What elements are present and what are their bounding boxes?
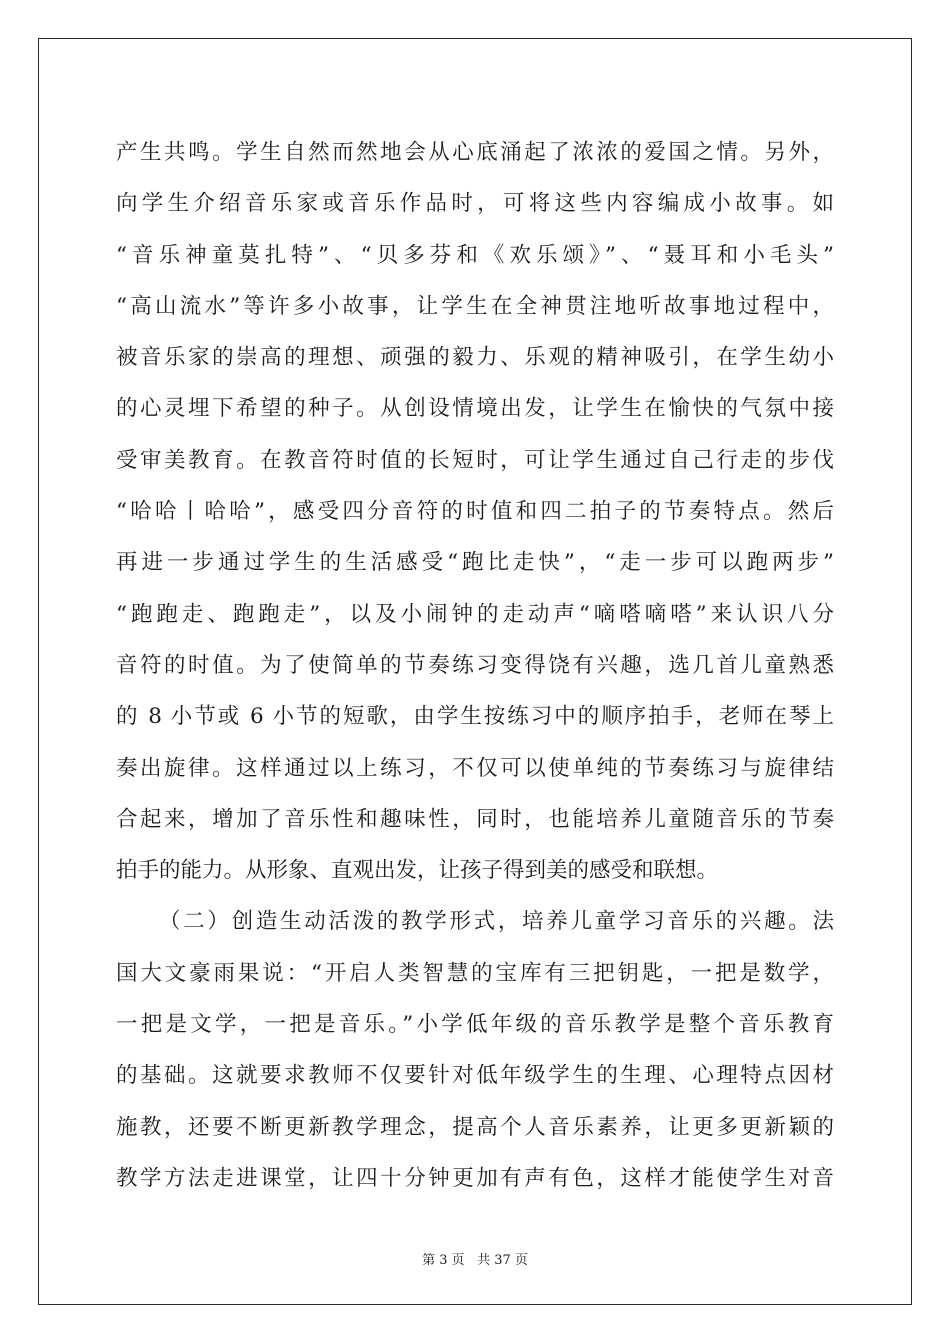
paragraph-line: 奏出旋律。这样通过以上练习，不仅可以使单纯的节奏练习与旋律结 — [116, 755, 834, 781]
page-total: 共 37 页 — [477, 1253, 528, 1268]
paragraph-line: “哈哈丨哈哈”，感受四分音符的时值和四二拍子的节奏特点。然后 — [116, 499, 834, 525]
paragraph-line: 产生共鸣。学生自然而然地会从心底涌起了浓浓的爱国之情。另外， — [116, 140, 834, 165]
paragraph-line: 合起来，增加了音乐性和趣味性，同时，也能培养儿童随音乐的节奏 — [116, 806, 834, 832]
paragraph-line: “音乐神童莫扎特”、“贝多芬和《欢乐颂》”、“聂耳和小毛头” — [116, 242, 834, 268]
page-footer — [0, 1249, 950, 1268]
paragraph-line: 施教，还要不断更新教学理念，提高个人音乐素养，让更多更新颖的 — [116, 1114, 834, 1140]
paragraph-line: 一把是文学，一把是音乐。”小学低年级的音乐教学是整个音乐教育 — [116, 1012, 834, 1038]
paragraph-line: 向学生介绍音乐家或音乐作品时，可将这些内容编成小故事。如 — [116, 191, 834, 217]
paragraph-line: 被音乐家的崇高的理想、顽强的毅力、乐观的精神吸引，在学生幼小 — [116, 345, 834, 371]
paragraph-line: （二）创造生动活泼的教学形式，培养儿童学习音乐的兴趣。法 — [159, 909, 834, 935]
paragraph-line: 再进一步通过学生的生活感受“跑比走快”，“走一步可以跑两步” — [116, 550, 834, 576]
paragraph-line: 的 8 小节或 6 小节的短歌，由学生按练习中的顺序拍手，老师在琴上 — [116, 704, 834, 730]
paragraph-line: 拍手的能力。从形象、直观出发，让孩子得到美的感受和联想。 — [116, 858, 719, 884]
paragraph-line: 音符的时值。为了使简单的节奏练习变得饶有兴趣，选几首儿童熟悉 — [116, 652, 834, 678]
paragraph-line: 国大文豪雨果说：“开启人类智慧的宝库有三把钥匙，一把是数学， — [116, 960, 834, 986]
paragraph-line: “跑跑走、跑跑走”，以及小闹钟的走动声“嘀嗒嘀嗒”来认识八分 — [116, 601, 834, 627]
page-number: 第 3 页 — [422, 1253, 465, 1268]
paragraph-line: “高山流水”等许多小故事，让学生在全神贯注地听故事地过程中， — [116, 293, 834, 319]
paragraph-line: 受审美教育。在教音符时值的长短时，可让学生通过自己行走的步伐 — [116, 447, 834, 473]
paragraph-line: 教学方法走进课堂，让四十分钟更加有声有色，这样才能使学生对音 — [116, 1165, 834, 1191]
paragraph-line: 的基础。这就要求教师不仅要针对低年级学生的生理、心理特点因材 — [116, 1063, 834, 1089]
paragraph-line: 的心灵埋下希望的种子。从创设情境出发，让学生在愉快的气氛中接 — [116, 396, 834, 422]
document-body — [116, 127, 834, 1204]
